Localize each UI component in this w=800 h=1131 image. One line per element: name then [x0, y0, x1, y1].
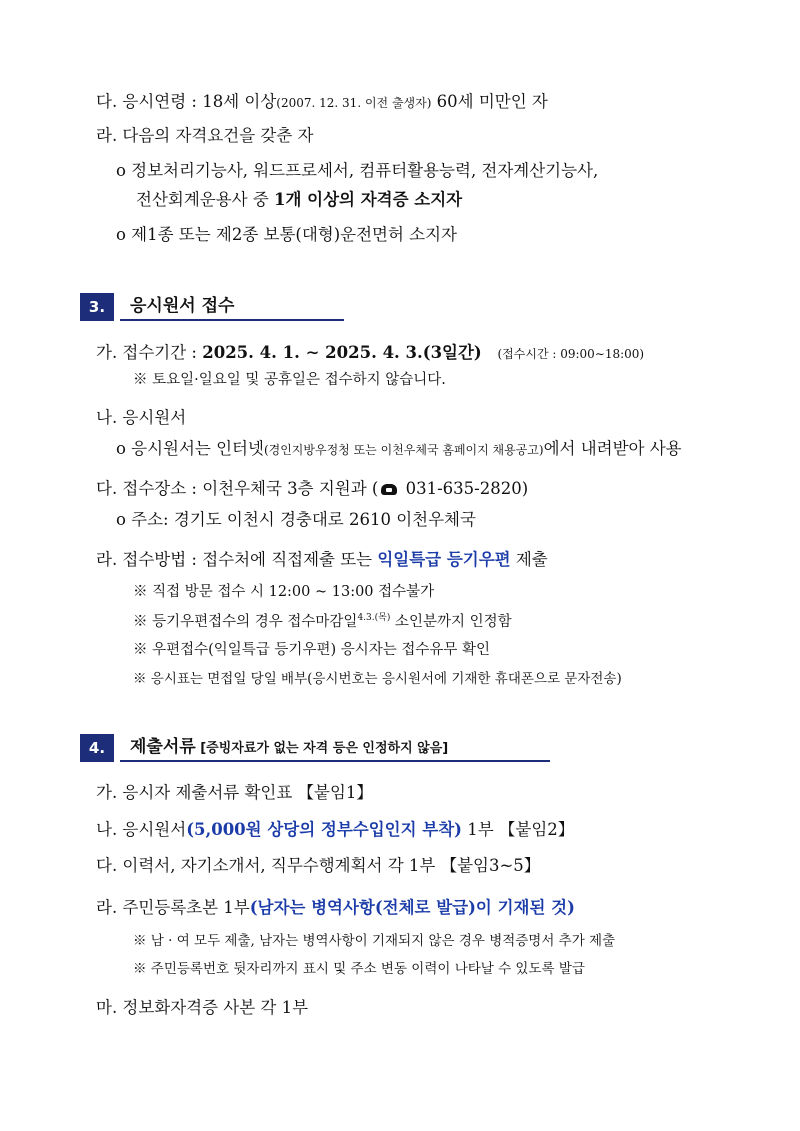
document-2: 나. 응시원서(5,000원 상당의 정부수입인지 부착) 1부 【붙임2】 [96, 820, 575, 839]
method-note-2: ※ 등기우편접수의 경우 접수마감일$^{4.3.(목)}$ 소인분까지 인정함 [133, 613, 512, 630]
document-3: 다. 이력서, 자기소개서, 직무수행계획서 각 1부 【붙임3~5】 [96, 856, 541, 875]
address: o 주소: 경기도 이천시 경충대로 2610 이천우체국 [116, 510, 476, 529]
application-form-heading: 나. 응시원서 [96, 408, 187, 427]
application-form-download: o 응시원서는 인터넷(경인지방우정청 또는 이천우체국 홈페이지 채용공고)에서 내려받아 사용 [116, 439, 682, 458]
certificate-list-line1: o 정보처리기능사, 워드프로세서, 컴퓨터활용능력, 전자계산기능사, [116, 161, 599, 180]
driver-license-requirement: o 제1종 또는 제2종 보통(대형)운전면허 소지자 [116, 225, 457, 244]
section-number: 3. [80, 293, 114, 321]
method-note-3: ※ 우편접수(익일특급 등기우편) 응시자는 접수유무 확인 [133, 642, 491, 658]
document-4-note-1: ※ 남 · 여 모두 제출, 남자는 병역사항이 기재되지 않은 경우 병적증명서 추가 제출 [133, 933, 616, 949]
phone-icon [381, 484, 397, 495]
section-number: 4. [80, 734, 114, 762]
section-title: 응시원서 접수 [120, 293, 344, 321]
period-note: ※ 토요일·일요일 및 공휴일은 접수하지 않습니다. [133, 372, 446, 388]
document-4-note-2: ※ 주민등록번호 뒷자리까지 표시 및 주소 변동 이력이 나타날 수 있도록 발급 [133, 961, 585, 977]
qualification-heading: 라. 다음의 자격요건을 갖춘 자 [96, 126, 314, 145]
reception-period: 가. 접수기간 : 2025. 4. 1. ∼ 2025. 4. 3.(3일간) (접수시간 : 09:00∼18:00) [96, 343, 645, 362]
age-requirement: 다. 응시연령 : 18세 이상(2007. 12. 31. 이전 출생자) 60세 미만인 자 [96, 92, 548, 111]
document-5: 마. 정보화자격증 사본 각 1부 [96, 998, 309, 1017]
method-note-4: ※ 응시표는 면접일 당일 배부(응시번호는 응시원서에 기재한 휴대폰으로 문자전송) [133, 671, 622, 687]
reception-method: 라. 접수방법 : 접수처에 직접제출 또는 익일특급 등기우편 제출 [96, 550, 548, 569]
certificate-list-line2: 전산회계운용사 중 1개 이상의 자격증 소지자 [136, 190, 463, 209]
document-1: 가. 응시자 제출서류 확인표 【붙임1】 [96, 783, 373, 802]
document-4: 라. 주민등록초본 1부(남자는 병역사항(전체로 발급)이 기재된 것) [96, 898, 575, 917]
method-note-1: ※ 직접 방문 접수 시 12:00 ~ 13:00 접수불가 [133, 584, 435, 600]
reception-place: 다. 접수장소 : 이천우체국 3층 지원과 ( 031-635-2820) [96, 479, 529, 498]
section-title: 제출서류 [증빙자료가 없는 자격 등은 인정하지 않음] [120, 734, 550, 762]
